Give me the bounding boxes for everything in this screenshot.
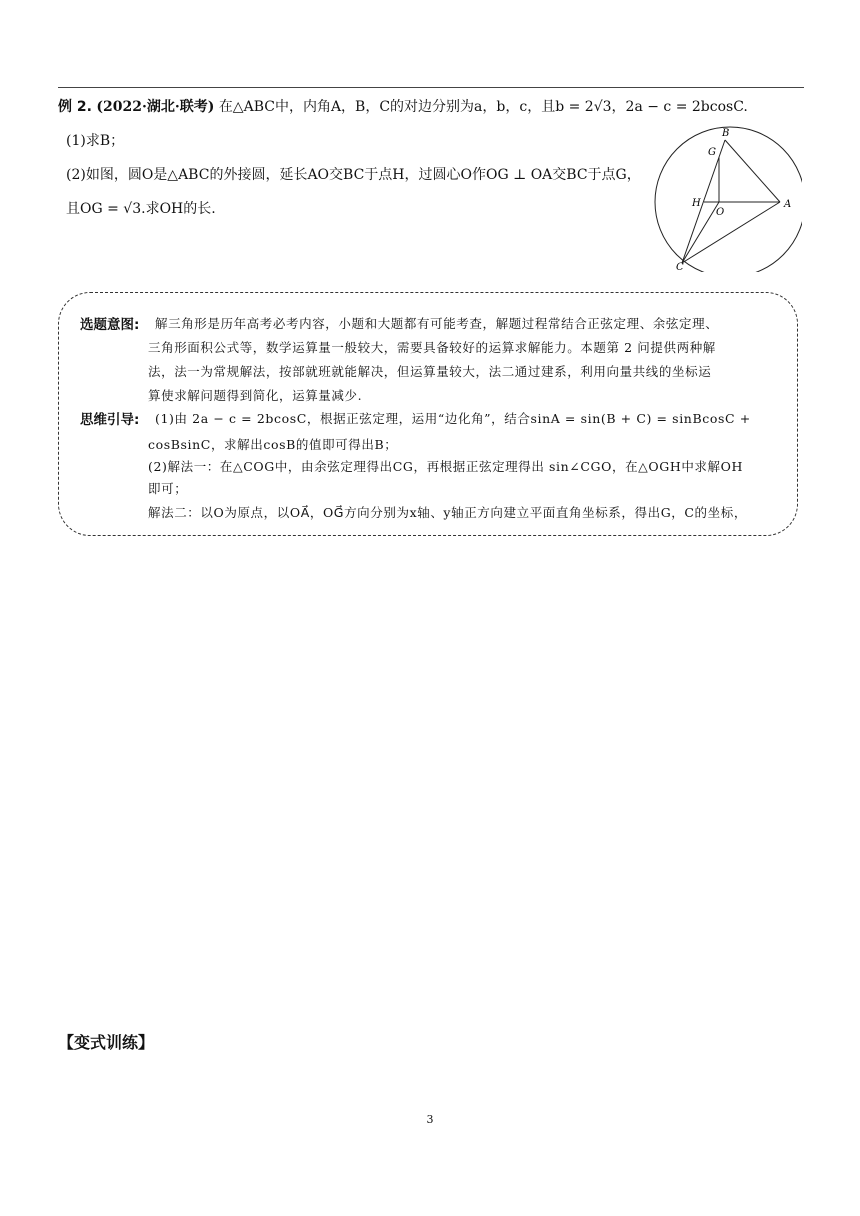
guide-line-5: 解法二：以O为原点，以OA⃗，OG⃗方向分别为x轴、y轴正方向建立平面直角坐标系，得出G，C的坐标，	[148, 505, 747, 520]
intent-line-1: 解三角形是历年高考必考内容，小题和大题都有可能考查，解题过程常结合正弦定理、余弦定理、	[155, 316, 719, 331]
intent-line-4: 算使求解问题得到简化，运算量减少.	[148, 388, 363, 403]
question-2-line-1: (2)如图，圆O是△ABC的外接圆，延长AO交BC于点H，过圆心O作OG ⊥ OA交BC于点G，	[66, 167, 641, 183]
label-H: H	[692, 198, 701, 209]
segment-BA	[725, 140, 780, 202]
example-source: (2022·湖北·联考)	[96, 99, 215, 115]
label-B: B	[722, 128, 730, 139]
label-A: A	[784, 199, 792, 210]
page-number: 3	[426, 1113, 434, 1126]
label-O: O	[716, 207, 725, 218]
example-stem: 在△ABC中，内角A，B，C的对边分别为a，b，c，且b = 2√3，2a − c = 2bcosC.	[218, 99, 748, 115]
variant-training-title: 【变式训练】	[58, 1033, 155, 1052]
label-G: G	[708, 147, 716, 158]
intent-line-3: 法，法一为常规解法，按部就班就能解决，但运算量较大，法二通过建系，利用向量共线的坐标运	[148, 364, 712, 379]
question-2-line-2: 且OG = √3.求OH的长.	[66, 201, 216, 217]
segment-CA	[682, 202, 780, 263]
guide-line-1: (1)由 2a − c = 2bcosC，根据正弦定理，运用“边化角”，结合sinA = sin(B + C) = sinBcosC +	[155, 411, 751, 426]
guide-line-3: (2)解法一：在△COG中，由余弦定理得出CG，再根据正弦定理得出 sin∠CGO，在△OGH中求解OH	[148, 459, 743, 474]
question-1: (1)求B；	[66, 133, 125, 149]
example-label: 例 2.	[58, 99, 92, 115]
intent-line-2: 三角形面积公式等，数学运算量一般较大，需要具备较好的运算求解能力。本题第 2 问提供两种解	[148, 340, 716, 355]
circle-figure	[652, 126, 802, 272]
guide-line-2: cosBsinC，求解出cosB的值即可得出B；	[148, 437, 398, 452]
intent-label: 选题意图:	[80, 317, 140, 333]
circumcircle	[655, 127, 802, 272]
label-C: C	[676, 262, 684, 272]
guide-label: 思维引导:	[80, 412, 140, 428]
example-stem-line	[58, 97, 748, 117]
top-rule	[58, 87, 804, 88]
guide-line-4: 即可；	[148, 481, 188, 496]
